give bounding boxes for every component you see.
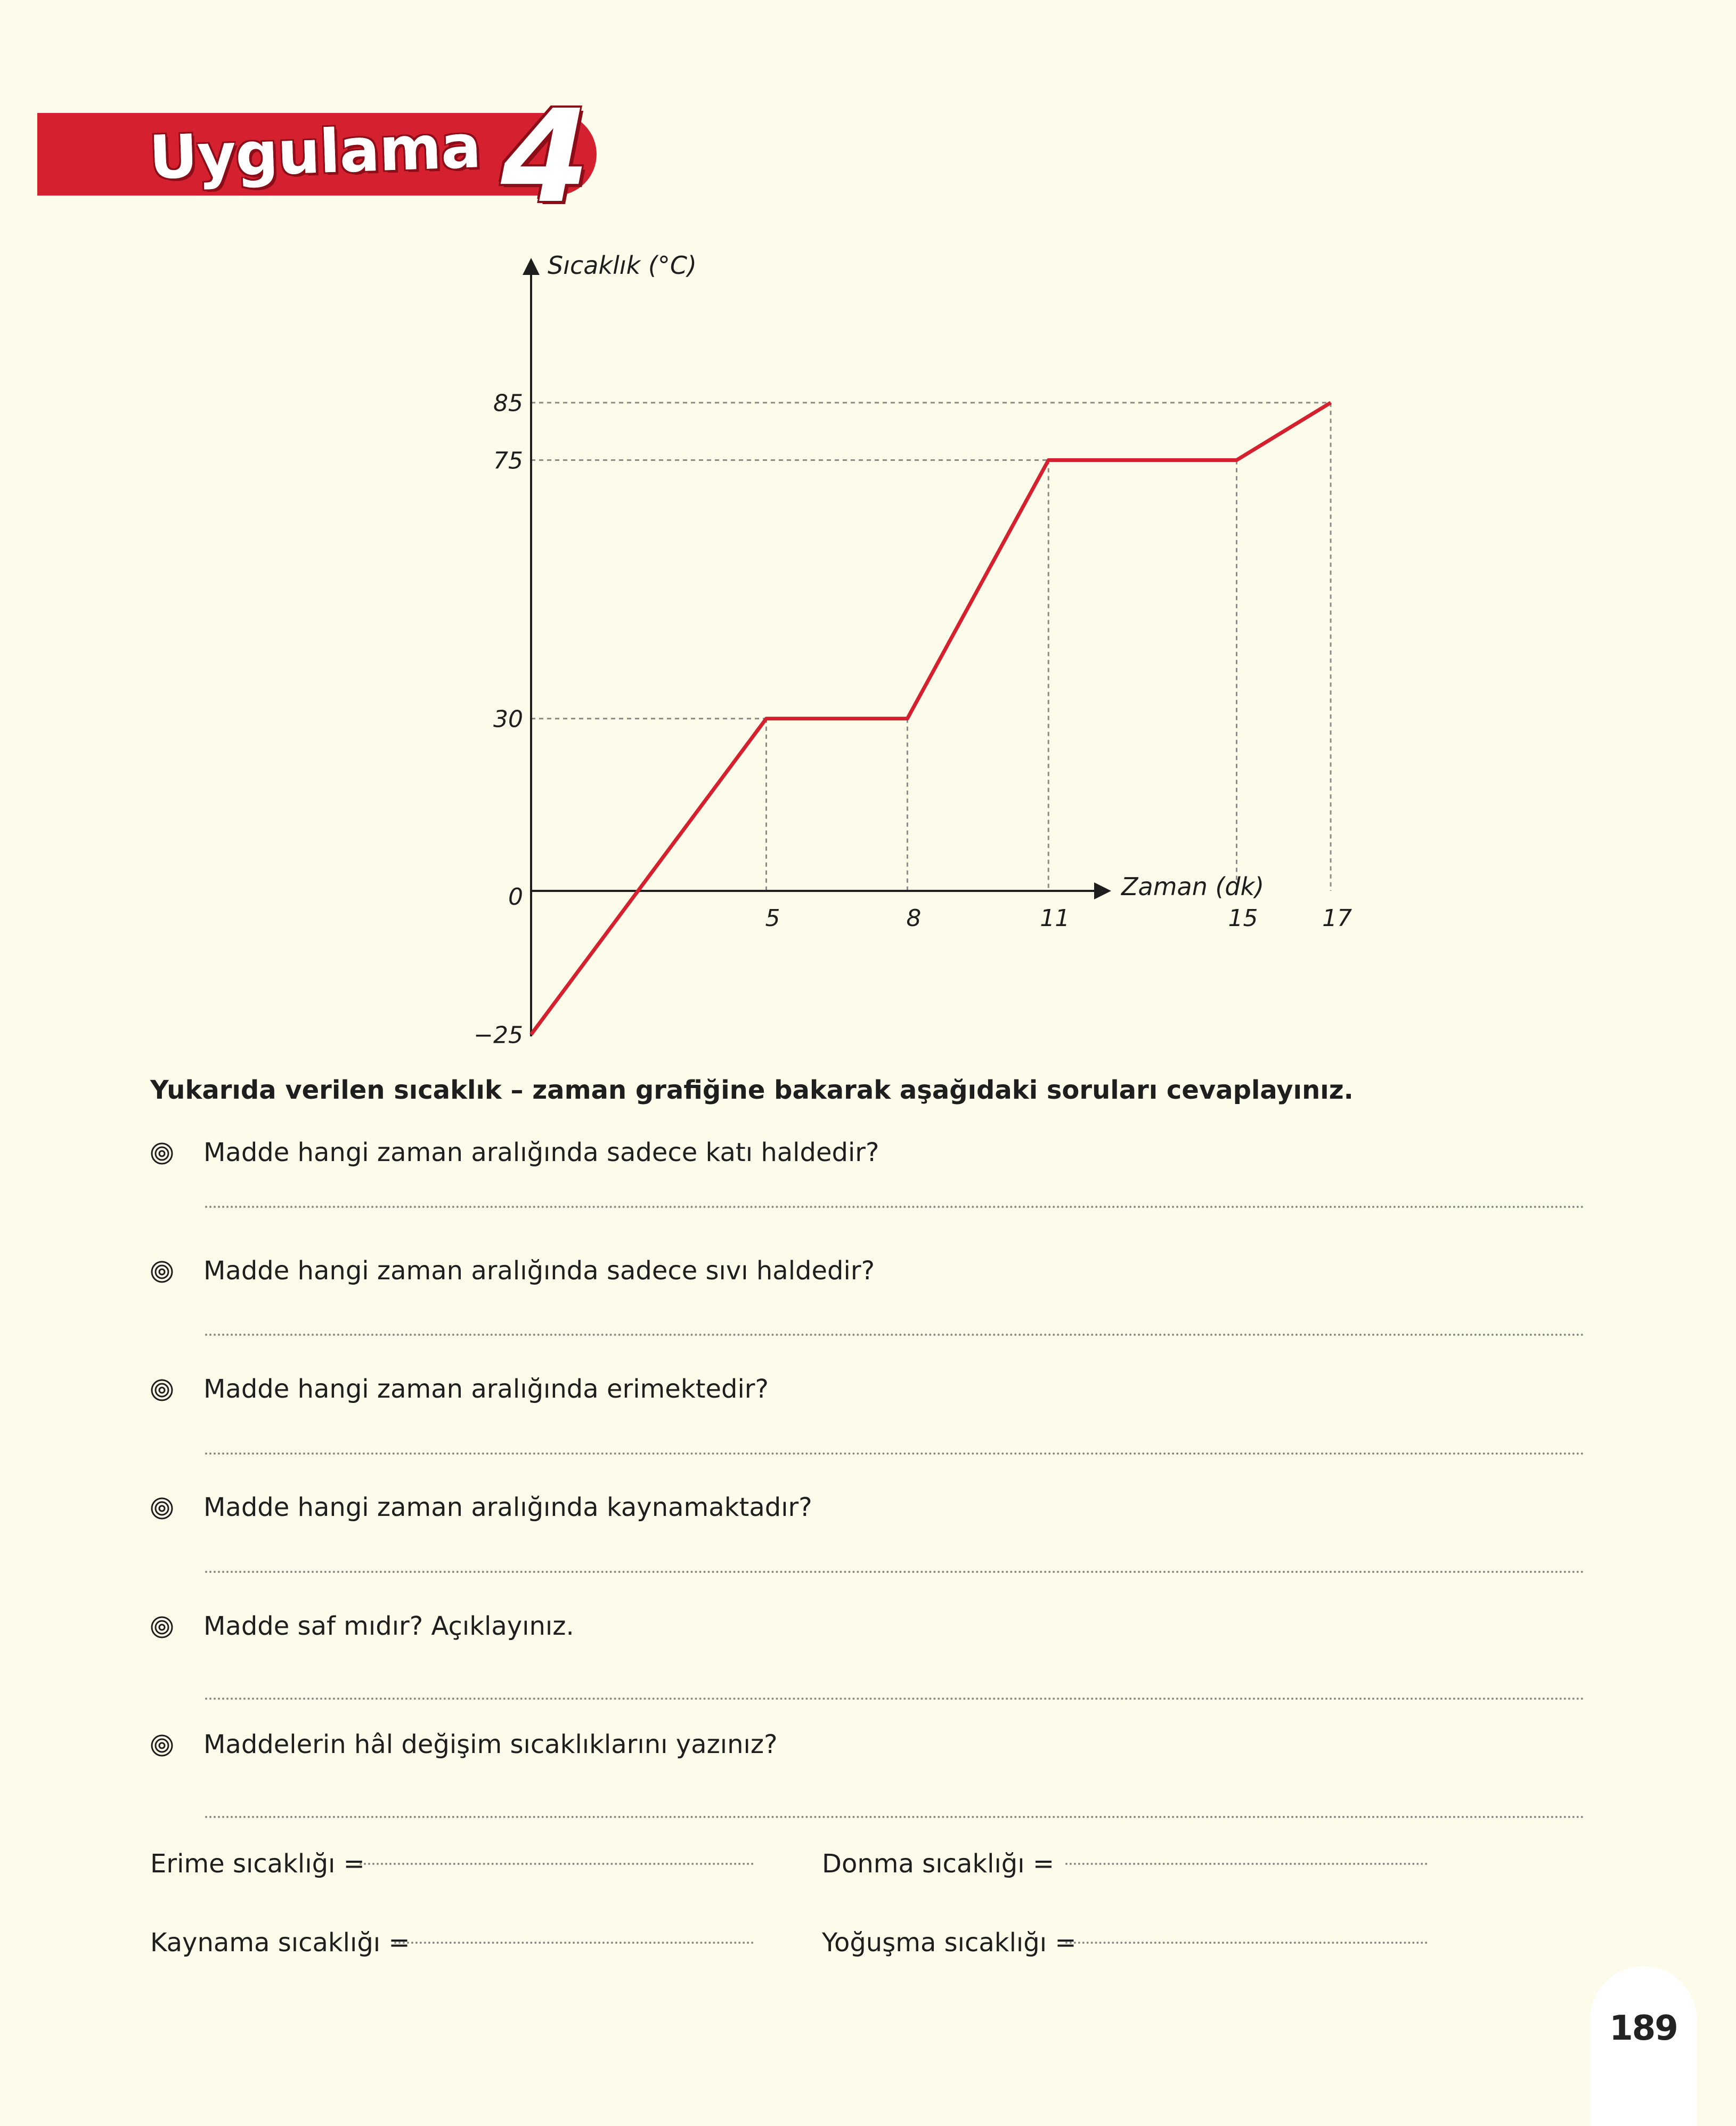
boiling-temp-blank[interactable] [394,1942,754,1944]
question-text: Madde hangi zaman aralığında sadece sıvı haldedir? [203,1256,875,1286]
x-axis-title: Zaman (dk) [1121,872,1265,901]
y-tick-label: 75 [493,447,523,475]
page-number: 189 [1609,2009,1677,2048]
x-tick-label: 15 [1228,905,1258,932]
banner-number: 4 [501,82,590,231]
spiral-bullet-icon [150,1734,174,1757]
answer-line[interactable] [205,1698,1585,1700]
condensation-temp-blank[interactable] [1065,1942,1428,1944]
question-text: Madde hangi zaman aralığında kaynamaktadır? [203,1492,812,1522]
question-text: Madde saf mıdır? Açıklayınız. [203,1611,574,1641]
page-number-tab [1590,1966,1697,2126]
spiral-bullet-icon [150,1260,174,1284]
y-axis-title: Sıcaklık (°C) [548,251,697,280]
spiral-bullet-icon [150,1378,174,1402]
x-tick-label: 17 [1322,905,1352,932]
answer-line[interactable] [205,1206,1585,1208]
question-item [150,1730,1588,1762]
question-text: Madde hangi zaman aralığında erimektedir? [203,1374,769,1404]
x-tick-label: 11 [1040,905,1070,932]
spiral-bullet-icon [150,1497,174,1520]
instruction-text: Yukarıda verilen sıcaklık – zaman grafiğine bakarak aşağıdaki soruları cevaplayınız. [150,1075,1354,1105]
condensation-temp-label: Yoğuşma sıcaklığı = [822,1928,1077,1958]
boiling-temp-label: Kaynama sıcaklığı = [150,1928,410,1958]
spiral-bullet-icon [150,1616,174,1639]
x-origin-label: 0 [508,883,523,911]
question-item [150,1611,1588,1643]
question-item [150,1256,1588,1288]
freezing-temp-blank[interactable] [1065,1863,1428,1865]
x-tick-label: 8 [906,905,922,932]
melting-temp-label: Erime sıcaklığı = [150,1849,365,1879]
question-text: Madde hangi zaman aralığında sadece katı haldedir? [203,1138,879,1167]
banner-title: Uygulama [148,112,482,193]
y-tick-label: 85 [493,390,523,417]
y-tick-label: 30 [493,705,523,733]
question-item [150,1138,1588,1170]
x-tick-label: 5 [765,905,780,932]
freezing-temp-label: Donma sıcaklığı = [822,1849,1055,1879]
answer-line[interactable] [205,1334,1585,1336]
spiral-bullet-icon [150,1142,174,1165]
y-tick-label: −25 [474,1021,523,1049]
melting-temp-blank[interactable] [360,1863,754,1865]
answer-line[interactable] [205,1453,1585,1455]
question-text: Maddelerin hâl değişim sıcaklıklarını yazınız? [203,1730,778,1759]
answer-line[interactable] [205,1571,1585,1573]
answer-line[interactable] [205,1816,1585,1818]
question-item [150,1492,1588,1524]
question-item [150,1374,1588,1406]
